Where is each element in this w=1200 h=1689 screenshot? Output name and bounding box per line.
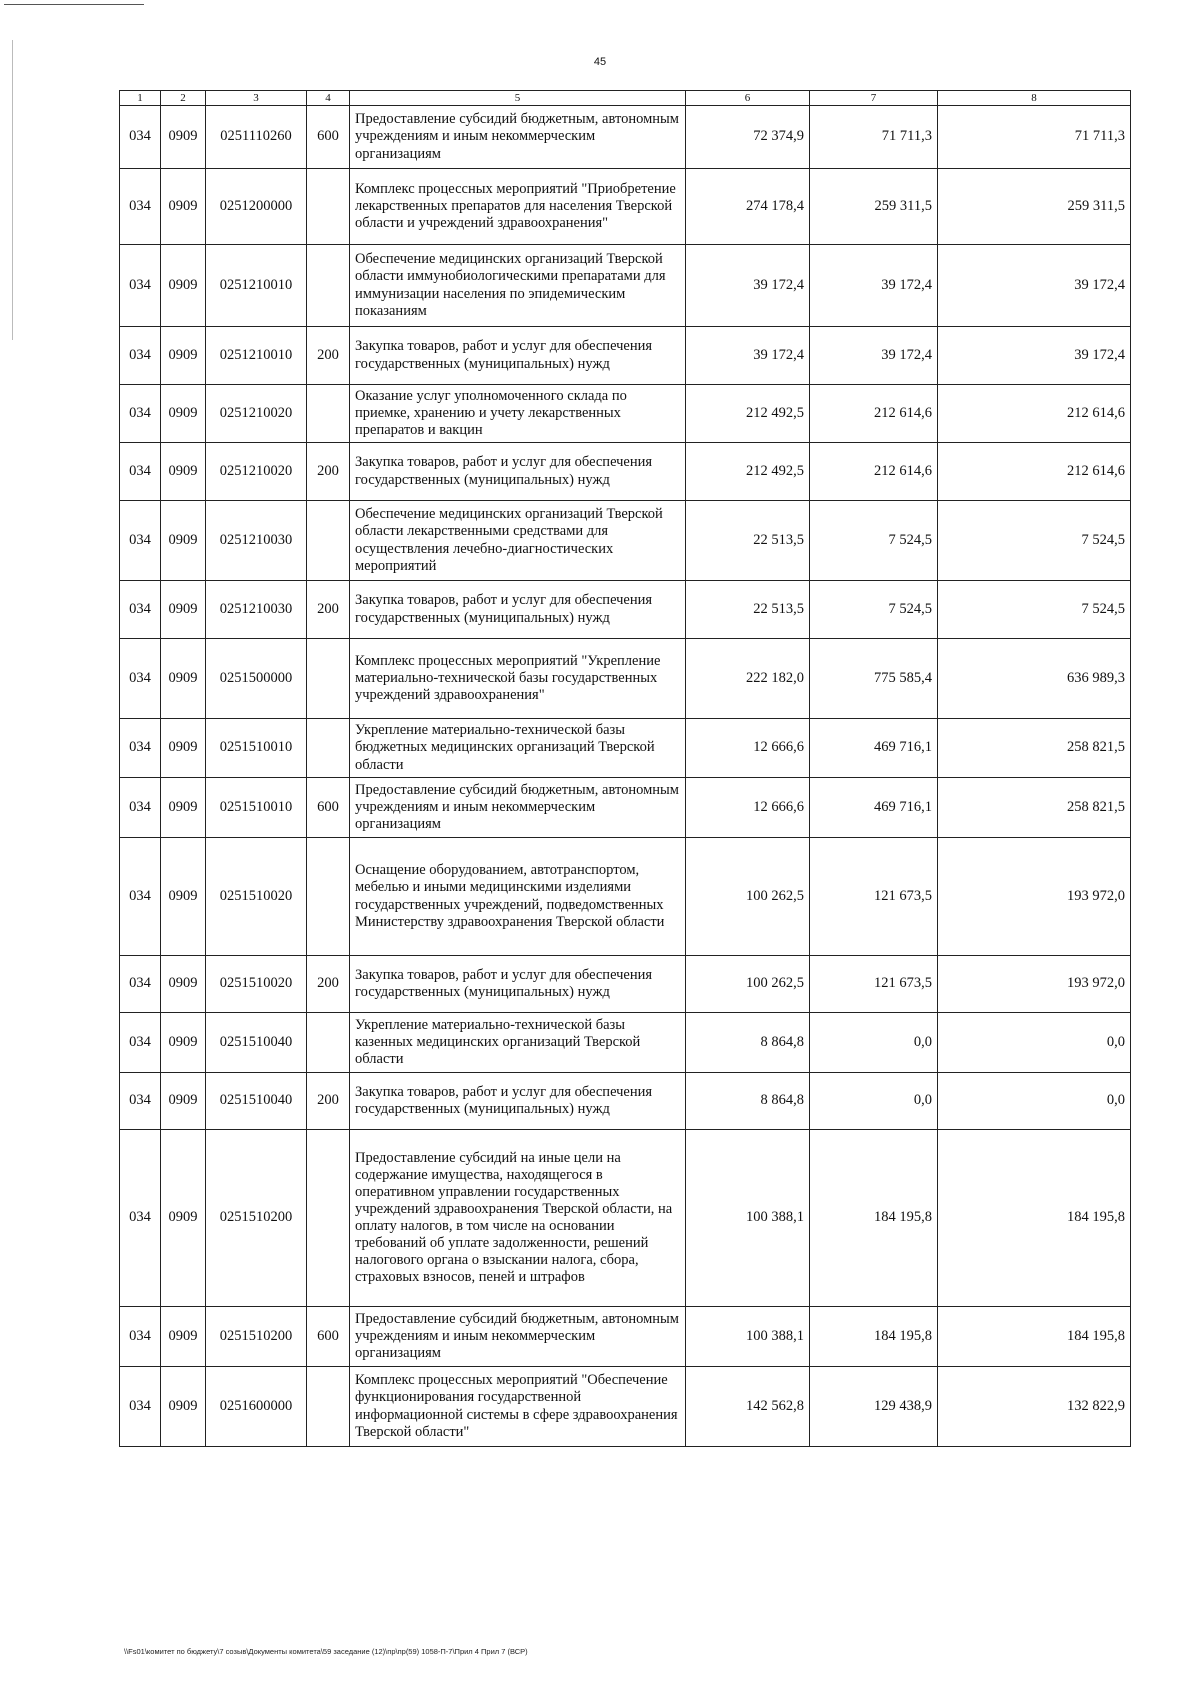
cell-target-article: 0251210020 xyxy=(206,385,307,443)
cell-description: Предоставление субсидий бюджетным, автономным учреждениям и иным некоммерческим организациям xyxy=(350,1307,686,1367)
cell-description: Предоставление субсидий бюджетным, автономным учреждениям и иным некоммерческим организациям xyxy=(350,106,686,169)
cell-expense-type xyxy=(307,1013,350,1073)
table-row xyxy=(120,385,1131,443)
cell-target-article: 0251110260 xyxy=(206,106,307,169)
cell-target-article: 0251510040 xyxy=(206,1073,307,1130)
cell-amount-col7: 212 614,6 xyxy=(810,385,938,443)
column-header: 2 xyxy=(161,91,206,106)
cell-description: Комплекс процессных мероприятий "Укрепление материально-технической базы государственных учреждений здравоохранения" xyxy=(350,639,686,719)
table-row xyxy=(120,1013,1131,1073)
cell-admin-code: 034 xyxy=(120,385,161,443)
cell-amount-col8: 7 524,5 xyxy=(938,501,1131,581)
cell-expense-type xyxy=(307,719,350,778)
cell-amount-col8: 132 822,9 xyxy=(938,1367,1131,1447)
cell-expense-type: 200 xyxy=(307,327,350,385)
cell-expense-type: 200 xyxy=(307,581,350,639)
column-header: 6 xyxy=(686,91,810,106)
cell-section-code: 0909 xyxy=(161,956,206,1013)
cell-admin-code: 034 xyxy=(120,838,161,956)
cell-amount-col7: 184 195,8 xyxy=(810,1307,938,1367)
cell-admin-code: 034 xyxy=(120,778,161,838)
cell-description: Комплекс процессных мероприятий "Приобретение лекарственных препаратов для населения Тверской области и учреждений здравоохранения" xyxy=(350,169,686,245)
cell-section-code: 0909 xyxy=(161,169,206,245)
cell-target-article: 0251510010 xyxy=(206,778,307,838)
table-row xyxy=(120,1130,1131,1307)
cell-expense-type xyxy=(307,1367,350,1447)
cell-section-code: 0909 xyxy=(161,443,206,501)
cell-amount-col8: 7 524,5 xyxy=(938,581,1131,639)
cell-amount-col7: 121 673,5 xyxy=(810,838,938,956)
cell-amount-col8: 39 172,4 xyxy=(938,245,1131,327)
cell-amount-col6: 72 374,9 xyxy=(686,106,810,169)
table-row xyxy=(120,501,1131,581)
page-number: 45 xyxy=(593,56,607,68)
cell-section-code: 0909 xyxy=(161,1130,206,1307)
cell-amount-col7: 212 614,6 xyxy=(810,443,938,501)
cell-target-article: 0251210030 xyxy=(206,501,307,581)
cell-expense-type xyxy=(307,501,350,581)
cell-target-article: 0251210010 xyxy=(206,245,307,327)
cell-expense-type: 600 xyxy=(307,778,350,838)
table-row xyxy=(120,1307,1131,1367)
cell-section-code: 0909 xyxy=(161,106,206,169)
cell-amount-col8: 184 195,8 xyxy=(938,1130,1131,1307)
cell-target-article: 0251510020 xyxy=(206,838,307,956)
table-row xyxy=(120,106,1131,169)
cell-target-article: 0251510040 xyxy=(206,1013,307,1073)
cell-amount-col8: 258 821,5 xyxy=(938,719,1131,778)
cell-amount-col8: 193 972,0 xyxy=(938,956,1131,1013)
cell-amount-col7: 121 673,5 xyxy=(810,956,938,1013)
cell-admin-code: 034 xyxy=(120,327,161,385)
column-header: 5 xyxy=(350,91,686,106)
cell-expense-type: 600 xyxy=(307,106,350,169)
cell-expense-type xyxy=(307,245,350,327)
cell-target-article: 0251210020 xyxy=(206,443,307,501)
budget-table xyxy=(119,90,1131,1447)
cell-amount-col6: 8 864,8 xyxy=(686,1013,810,1073)
cell-amount-col7: 775 585,4 xyxy=(810,639,938,719)
cell-target-article: 0251210010 xyxy=(206,327,307,385)
cell-section-code: 0909 xyxy=(161,327,206,385)
table-row xyxy=(120,639,1131,719)
cell-description: Закупка товаров, работ и услуг для обеспечения государственных (муниципальных) нужд xyxy=(350,581,686,639)
cell-admin-code: 034 xyxy=(120,1307,161,1367)
cell-description: Обеспечение медицинских организаций Тверской области лекарственными средствами для осуществления лечебно-диагностических мероприятий xyxy=(350,501,686,581)
cell-amount-col6: 212 492,5 xyxy=(686,443,810,501)
cell-amount-col6: 100 262,5 xyxy=(686,956,810,1013)
cell-admin-code: 034 xyxy=(120,106,161,169)
cell-amount-col6: 274 178,4 xyxy=(686,169,810,245)
cell-expense-type xyxy=(307,838,350,956)
cell-description: Обеспечение медицинских организаций Тверской области иммунобиологическими препаратами для иммунизации населения по эпидемическим показаниям xyxy=(350,245,686,327)
cell-description: Закупка товаров, работ и услуг для обеспечения государственных (муниципальных) нужд xyxy=(350,956,686,1013)
cell-amount-col7: 71 711,3 xyxy=(810,106,938,169)
cell-section-code: 0909 xyxy=(161,1367,206,1447)
cell-admin-code: 034 xyxy=(120,639,161,719)
cell-admin-code: 034 xyxy=(120,1013,161,1073)
cell-amount-col8: 193 972,0 xyxy=(938,838,1131,956)
cell-description: Укрепление материально-технической базы казенных медицинских организаций Тверской области xyxy=(350,1013,686,1073)
cell-amount-col7: 184 195,8 xyxy=(810,1130,938,1307)
table-row xyxy=(120,1073,1131,1130)
table-body xyxy=(120,106,1131,1447)
cell-target-article: 0251200000 xyxy=(206,169,307,245)
cell-target-article: 0251510200 xyxy=(206,1130,307,1307)
cell-target-article: 0251510020 xyxy=(206,956,307,1013)
cell-amount-col7: 39 172,4 xyxy=(810,245,938,327)
cell-section-code: 0909 xyxy=(161,581,206,639)
cell-amount-col7: 7 524,5 xyxy=(810,501,938,581)
cell-section-code: 0909 xyxy=(161,719,206,778)
column-header: 4 xyxy=(307,91,350,106)
column-header: 8 xyxy=(938,91,1131,106)
header-row xyxy=(120,91,1131,106)
cell-amount-col6: 12 666,6 xyxy=(686,778,810,838)
cell-expense-type: 200 xyxy=(307,956,350,1013)
cell-admin-code: 034 xyxy=(120,1367,161,1447)
cell-expense-type: 200 xyxy=(307,443,350,501)
cell-amount-col7: 39 172,4 xyxy=(810,327,938,385)
table-row xyxy=(120,169,1131,245)
table-row xyxy=(120,443,1131,501)
cell-description: Комплекс процессных мероприятий "Обеспечение функционирования государственной информационной системы в сфере здравоохранения Тверской области" xyxy=(350,1367,686,1447)
table-row xyxy=(120,581,1131,639)
column-header: 7 xyxy=(810,91,938,106)
cell-amount-col8: 39 172,4 xyxy=(938,327,1131,385)
cell-amount-col7: 0,0 xyxy=(810,1013,938,1073)
cell-admin-code: 034 xyxy=(120,501,161,581)
cell-admin-code: 034 xyxy=(120,956,161,1013)
cell-amount-col7: 469 716,1 xyxy=(810,719,938,778)
cell-amount-col7: 129 438,9 xyxy=(810,1367,938,1447)
cell-amount-col7: 259 311,5 xyxy=(810,169,938,245)
cell-description: Закупка товаров, работ и услуг для обеспечения государственных (муниципальных) нужд xyxy=(350,1073,686,1130)
file-path-footer: \\Fs01\комитет по бюджету\7 созыв\Документы комитета\59 заседание (12)\пр\пр(59) 1058-П-7\Прил 4 Прил 7 (ВСР) xyxy=(124,1647,528,1656)
cell-description: Предоставление субсидий на иные цели на содержание имущества, находящегося в оперативном управлении государственных учреждений здравоохранения Тверской области, на оплату налогов, в том числе на основании требований об уплате задолженности, решений налогового органа о взыскании налога, сбора, страховых взносов, пеней и штрафов xyxy=(350,1130,686,1307)
cell-amount-col6: 100 388,1 xyxy=(686,1130,810,1307)
cell-amount-col6: 212 492,5 xyxy=(686,385,810,443)
table-row xyxy=(120,838,1131,956)
table-row xyxy=(120,956,1131,1013)
table-row xyxy=(120,1367,1131,1447)
cell-section-code: 0909 xyxy=(161,385,206,443)
cell-amount-col8: 0,0 xyxy=(938,1073,1131,1130)
cell-amount-col7: 7 524,5 xyxy=(810,581,938,639)
cell-amount-col8: 212 614,6 xyxy=(938,385,1131,443)
binding-mark xyxy=(4,4,144,6)
cell-amount-col6: 8 864,8 xyxy=(686,1073,810,1130)
cell-amount-col8: 636 989,3 xyxy=(938,639,1131,719)
table-row xyxy=(120,778,1131,838)
cell-target-article: 0251600000 xyxy=(206,1367,307,1447)
table-row xyxy=(120,327,1131,385)
cell-amount-col6: 22 513,5 xyxy=(686,501,810,581)
cell-amount-col6: 142 562,8 xyxy=(686,1367,810,1447)
cell-admin-code: 034 xyxy=(120,581,161,639)
cell-section-code: 0909 xyxy=(161,639,206,719)
cell-expense-type xyxy=(307,169,350,245)
cell-amount-col6: 22 513,5 xyxy=(686,581,810,639)
table-row xyxy=(120,719,1131,778)
cell-section-code: 0909 xyxy=(161,245,206,327)
cell-description: Закупка товаров, работ и услуг для обеспечения государственных (муниципальных) нужд xyxy=(350,327,686,385)
cell-amount-col8: 212 614,6 xyxy=(938,443,1131,501)
column-header: 3 xyxy=(206,91,307,106)
cell-amount-col6: 100 388,1 xyxy=(686,1307,810,1367)
cell-description: Укрепление материально-технической базы бюджетных медицинских организаций Тверской области xyxy=(350,719,686,778)
cell-target-article: 0251510010 xyxy=(206,719,307,778)
cell-expense-type: 600 xyxy=(307,1307,350,1367)
cell-amount-col7: 469 716,1 xyxy=(810,778,938,838)
cell-description: Предоставление субсидий бюджетным, автономным учреждениям и иным некоммерческим организациям xyxy=(350,778,686,838)
cell-admin-code: 034 xyxy=(120,1073,161,1130)
cell-section-code: 0909 xyxy=(161,1307,206,1367)
cell-amount-col8: 258 821,5 xyxy=(938,778,1131,838)
cell-amount-col6: 39 172,4 xyxy=(686,245,810,327)
cell-target-article: 0251500000 xyxy=(206,639,307,719)
cell-admin-code: 034 xyxy=(120,1130,161,1307)
cell-description: Оснащение оборудованием, автотранспортом, мебелью и иными медицинскими изделиями государственных учреждений, подведомственных Министерству здравоохранения Тверской области xyxy=(350,838,686,956)
cell-section-code: 0909 xyxy=(161,838,206,956)
cell-admin-code: 034 xyxy=(120,719,161,778)
cell-amount-col6: 222 182,0 xyxy=(686,639,810,719)
cell-amount-col7: 0,0 xyxy=(810,1073,938,1130)
scan-edge-line xyxy=(12,40,13,340)
cell-amount-col8: 184 195,8 xyxy=(938,1307,1131,1367)
table-row xyxy=(120,245,1131,327)
cell-section-code: 0909 xyxy=(161,1073,206,1130)
cell-target-article: 0251210030 xyxy=(206,581,307,639)
cell-section-code: 0909 xyxy=(161,501,206,581)
cell-section-code: 0909 xyxy=(161,778,206,838)
cell-amount-col8: 0,0 xyxy=(938,1013,1131,1073)
cell-expense-type xyxy=(307,1130,350,1307)
cell-section-code: 0909 xyxy=(161,1013,206,1073)
cell-amount-col6: 39 172,4 xyxy=(686,327,810,385)
cell-expense-type xyxy=(307,639,350,719)
cell-description: Закупка товаров, работ и услуг для обеспечения государственных (муниципальных) нужд xyxy=(350,443,686,501)
cell-expense-type xyxy=(307,385,350,443)
cell-target-article: 0251510200 xyxy=(206,1307,307,1367)
cell-admin-code: 034 xyxy=(120,443,161,501)
cell-amount-col8: 259 311,5 xyxy=(938,169,1131,245)
cell-admin-code: 034 xyxy=(120,245,161,327)
cell-expense-type: 200 xyxy=(307,1073,350,1130)
cell-admin-code: 034 xyxy=(120,169,161,245)
cell-description: Оказание услуг уполномоченного склада по приемке, хранению и учету лекарственных препаратов и вакцин xyxy=(350,385,686,443)
cell-amount-col6: 12 666,6 xyxy=(686,719,810,778)
cell-amount-col8: 71 711,3 xyxy=(938,106,1131,169)
cell-amount-col6: 100 262,5 xyxy=(686,838,810,956)
column-header: 1 xyxy=(120,91,161,106)
